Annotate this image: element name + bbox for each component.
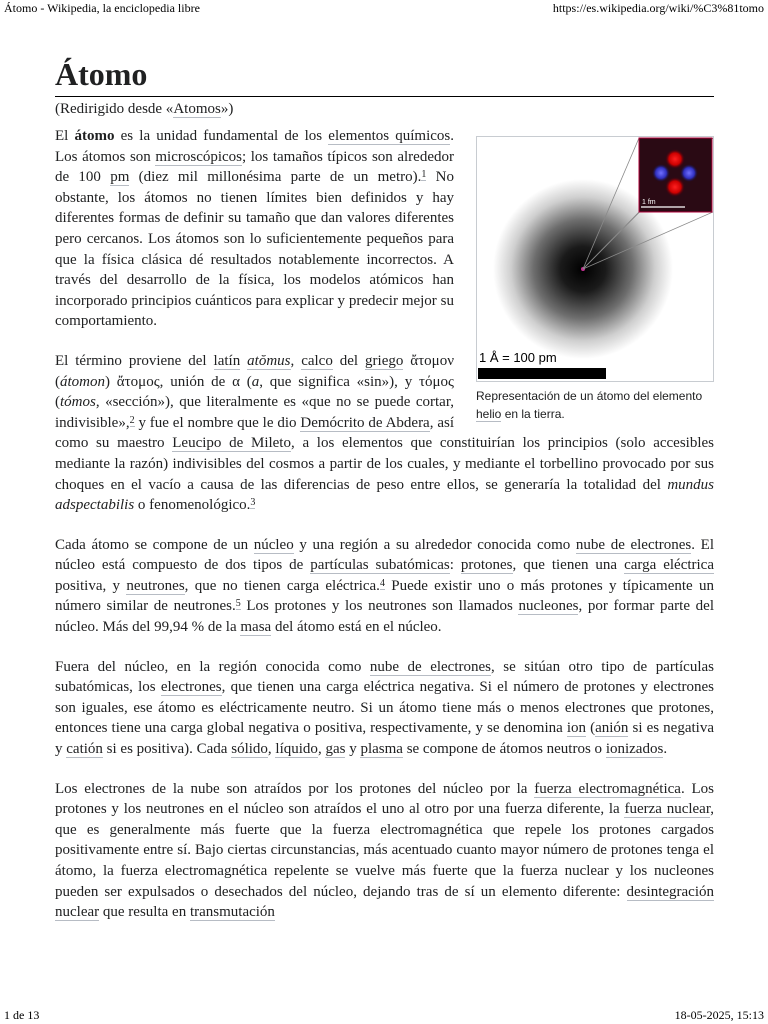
wiki-link[interactable]: líquido bbox=[275, 741, 318, 758]
text-run: ; los tamaños típicos son alrededor de 100 bbox=[55, 148, 454, 186]
wiki-link[interactable]: neutrones bbox=[126, 577, 185, 594]
atom-image[interactable] bbox=[476, 136, 714, 382]
figure-caption bbox=[476, 387, 714, 423]
redirect-suffix: ») bbox=[220, 101, 234, 117]
wiki-link[interactable]: fuerza nuclear bbox=[624, 801, 711, 818]
proton-top bbox=[665, 149, 685, 169]
text-run: , a los elementos que constituirían los principios (solo accesibles mediante la razón) indivisibles del cosmos a partir de los cuales, y mediante el torbellino provocado por sus choques en el vacío a causa de las diferencias de peso entre ellos, se generaría la totalidad del bbox=[55, 435, 714, 493]
text-run: , que significa «sin»), y τόμος ( bbox=[55, 373, 454, 411]
text-run: , que no tienen carga eléctrica. bbox=[184, 577, 380, 594]
text-run: , «sección»), que literalmente es «que no se puede cortar, indivisible», bbox=[55, 394, 454, 431]
page-title: Átomo bbox=[55, 54, 714, 97]
paragraph-structure bbox=[55, 535, 714, 638]
reference-link[interactable]: 1 bbox=[421, 169, 427, 181]
wiki-link[interactable]: masa bbox=[240, 619, 272, 636]
reference-link[interactable]: 4 bbox=[379, 577, 385, 589]
text-run: El término proviene del bbox=[55, 352, 214, 369]
wiki-link[interactable]: transmutación bbox=[189, 904, 275, 921]
text-run: Puede existir uno o más protones y típicamente un número similar de neutrones. bbox=[55, 577, 715, 615]
text-run: , por formar parte del núcleo. Más del 99,94 % de la bbox=[55, 598, 714, 636]
text-run: que resulta en bbox=[99, 904, 190, 921]
text-run: positiva, y bbox=[55, 577, 127, 594]
wiki-link[interactable]: núcleo bbox=[253, 536, 294, 553]
wiki-link[interactable]: latín bbox=[213, 352, 241, 369]
text-run: , que es generalmente más fuerte que la fuerza electromagnética que repele los protones cargados positivamente entre sí. Bajo ciertas circunstancias, más acentuado cuanto mayor número de protones tenga el átomo, la fuerza electromagnética repelente se vuelve más fuerte que la fuerza nuclear y los nucleones pueden ser expulsados o desechados del núcleo, dejando tras de sí un elemento diferente: bbox=[55, 801, 714, 900]
wiki-link[interactable]: calco bbox=[301, 352, 333, 369]
italic-term: átomon bbox=[60, 373, 105, 390]
text-run: es la unidad fundamental de los bbox=[114, 128, 329, 144]
redirect-note bbox=[55, 100, 714, 119]
text-run: del bbox=[332, 352, 366, 369]
reference-link[interactable]: 5 bbox=[235, 598, 241, 610]
text-run: . Los átomos son bbox=[55, 128, 455, 165]
wiki-link[interactable]: ionizados bbox=[605, 741, 664, 758]
redirect-link[interactable]: Atomos bbox=[173, 101, 221, 117]
print-header-title: Átomo - Wikipedia, la enciclopedia libre bbox=[4, 1, 200, 15]
text-run: si es positiva). Cada bbox=[102, 741, 232, 758]
text-run: se compone de átomos neutros o bbox=[402, 741, 606, 758]
reference-link[interactable]: 3 bbox=[250, 497, 256, 509]
caption-text-a: Representación de un átomo del elemento bbox=[476, 389, 703, 403]
helium-atom-illustration bbox=[477, 137, 713, 381]
wiki-link[interactable]: microscópicos bbox=[155, 148, 243, 165]
wiki-link[interactable]: nube de electrones bbox=[369, 658, 492, 675]
reference-link[interactable]: 2 bbox=[129, 414, 135, 426]
text-run: : bbox=[449, 557, 461, 574]
text-run: , bbox=[267, 741, 276, 758]
text-run: , así como su maestro bbox=[55, 414, 455, 452]
article-content bbox=[55, 54, 714, 942]
text-run: si es negativa y bbox=[55, 720, 714, 758]
text-run: No obstante, los átomos no tienen límites bien definidos y hay diferentes formas de definir su tamaño que dan valores diferentes pero cercanos. Los átomos son lo suficientemente pequeños para que la física clásica dé resultados notablemente incorrectos. A través del desarrollo de la física, los modelos atómicos han incorporado principios cuánticos para explicar y predecir mejor su comportamiento. bbox=[55, 169, 454, 330]
wiki-link[interactable]: plasma bbox=[360, 741, 403, 758]
paragraph-electrons bbox=[55, 657, 714, 760]
text-run: ( bbox=[586, 720, 596, 737]
text-run: Cada átomo se compone de un bbox=[55, 536, 254, 553]
reference-sup bbox=[250, 497, 255, 509]
redirect-prefix: (Redirigido desde « bbox=[55, 101, 174, 117]
wiki-link[interactable]: fuerza electromagnética bbox=[534, 780, 681, 797]
wiki-link[interactable]: nube de electrones bbox=[575, 536, 692, 553]
wiki-link[interactable]: gas bbox=[325, 741, 346, 758]
wiki-link[interactable]: carga eléctrica bbox=[624, 557, 715, 574]
page-counter: 1 de 13 bbox=[4, 1008, 40, 1022]
wiki-link[interactable]: partículas subatómicas bbox=[310, 557, 450, 574]
neutron-left bbox=[652, 164, 670, 182]
inset-scale-label: 1 fm bbox=[642, 199, 656, 206]
wiki-link[interactable]: Leucipo de Mileto bbox=[172, 435, 291, 452]
atom-figure bbox=[476, 136, 714, 423]
wiki-link[interactable]: protones bbox=[460, 557, 513, 574]
print-header-url: https://es.wikipedia.org/wiki/%C3%81tomo bbox=[552, 1, 764, 15]
text-run: , bbox=[290, 352, 302, 369]
caption-text-b: en la tierra. bbox=[501, 407, 565, 421]
text-run: , que tienen una bbox=[512, 557, 625, 574]
proton-bottom bbox=[665, 177, 685, 197]
text-run: , que tienen una carga eléctrica negativa. Si el número de protones y electrones son iguales, ese átomo es eléctricamente neutro. Si un átomo tiene más o menos electrones que protones, entonces tiene una carga global negativa o positiva, respectivamente, y se denomina bbox=[55, 679, 714, 737]
italic-term: a bbox=[251, 373, 260, 390]
text-run: del átomo está en el núcleo. bbox=[271, 619, 442, 636]
wiki-link[interactable]: elementos químicos bbox=[328, 128, 451, 144]
caption-link-helio[interactable]: helio bbox=[476, 407, 502, 421]
print-header bbox=[0, 0, 768, 19]
wiki-link[interactable]: nucleones bbox=[518, 598, 579, 615]
wiki-link[interactable]: Demócrito de Abdera bbox=[300, 414, 430, 431]
scale-label: 1 Å = 100 pm bbox=[479, 350, 557, 365]
paragraph-forces bbox=[55, 779, 714, 923]
wiki-link[interactable]: electrones bbox=[160, 679, 222, 696]
neutron-right bbox=[680, 164, 698, 182]
wiki-link[interactable]: atŏmus bbox=[247, 352, 291, 369]
scale-bar bbox=[478, 368, 606, 379]
print-datetime: 18-05-2025, 15:13 bbox=[674, 1008, 764, 1022]
wiki-link[interactable]: pm bbox=[110, 169, 130, 186]
italic-term: tómos bbox=[60, 394, 96, 411]
text-run: ) ἄτομος, unión de α ( bbox=[105, 373, 252, 390]
text-run: y fue el nombre que le dio bbox=[134, 414, 301, 431]
text-run: , bbox=[317, 741, 326, 758]
wiki-link[interactable]: ion bbox=[566, 720, 587, 737]
print-footer bbox=[0, 1008, 768, 1023]
italic-term: mundus adspectabilis bbox=[55, 476, 714, 514]
text-run: Los electrones de la nube son atraídos por los protones del núcleo por la bbox=[55, 780, 535, 797]
text-run: Fuera del núcleo, en la región conocida como bbox=[55, 658, 370, 675]
text-run: El bbox=[55, 128, 75, 144]
wiki-link[interactable]: desintegración nuclear bbox=[55, 883, 714, 921]
wiki-link[interactable]: sólido bbox=[231, 741, 268, 758]
text-run: o fenomenológico. bbox=[134, 497, 251, 514]
wiki-link[interactable]: anión bbox=[595, 720, 629, 737]
text-run: . Los protones y los neutrones en el núcleo son atraídos el uno al otro por una fuerza diferente, la bbox=[55, 780, 715, 818]
text-run: . bbox=[663, 741, 668, 758]
text-run: , se sitúan otro tipo de partículas subatómicas, los bbox=[55, 658, 714, 696]
text-run: ἄτομον ( bbox=[55, 352, 455, 390]
wiki-link[interactable]: catión bbox=[66, 741, 103, 758]
wiki-link[interactable]: griego bbox=[365, 352, 404, 369]
text-run: . El núcleo está compuesto de dos tipos de bbox=[55, 536, 714, 574]
text-run: (diez mil millonésima parte de un metro). bbox=[129, 169, 422, 186]
bold-term: átomo bbox=[74, 128, 115, 144]
text-run: y una región a su alrededor conocida como bbox=[293, 536, 576, 553]
text-run: y bbox=[345, 741, 361, 758]
text-run: Los protones y los neutrones son llamados bbox=[240, 598, 519, 615]
